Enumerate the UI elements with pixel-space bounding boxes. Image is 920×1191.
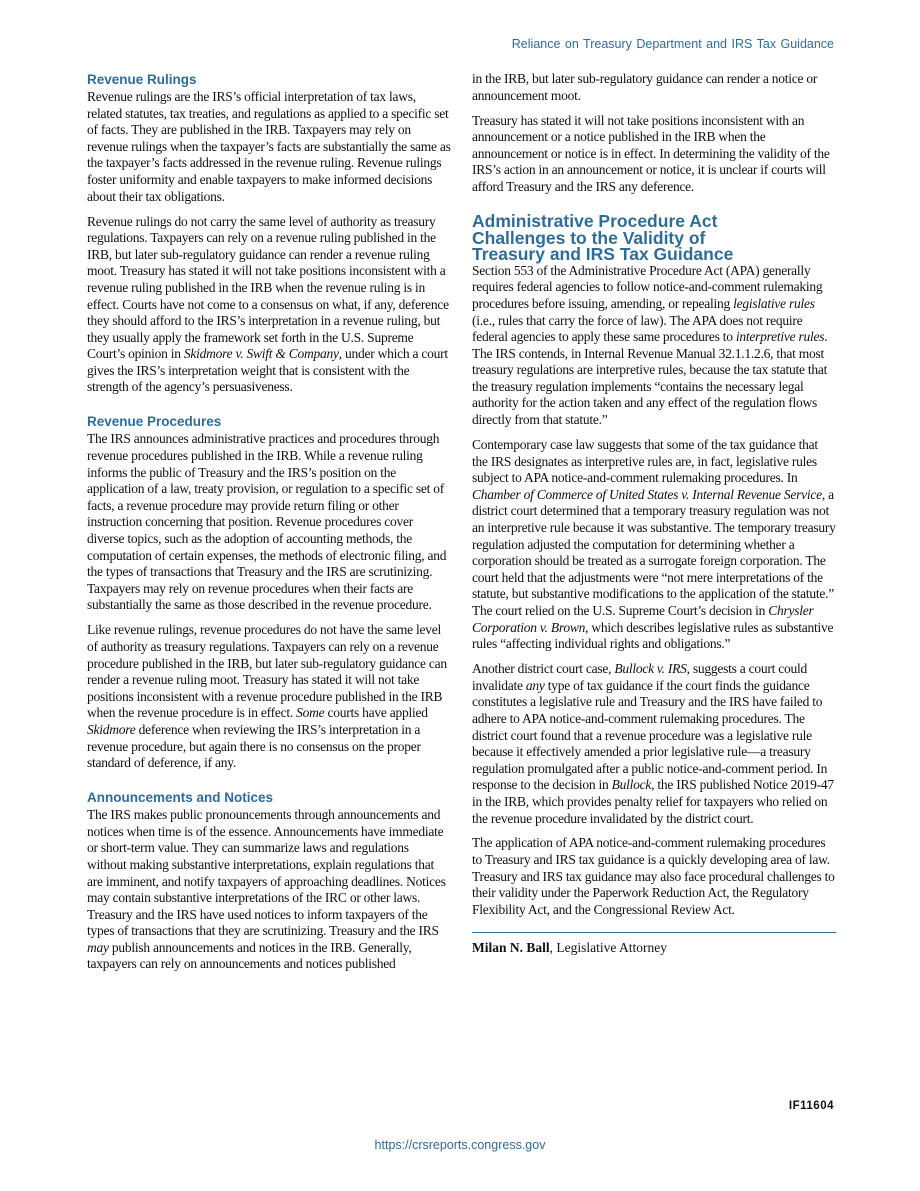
text-span: publish announcements and notices in the IRB. Generally, taxpayers can rely on announcements and notices published	[87, 939, 412, 972]
left-column	[87, 71, 451, 981]
paragraph-bullock-v-irs	[472, 661, 836, 827]
paragraph-notices-deference: Treasury has stated it will not take positions inconsistent with an announcement or a notice published in the IRB when the announcement or notice is in effect. In determining the validity of the IRS’s action in an announcement or notice, it is unclear if courts will afford Treasury and the IRS any deference.	[472, 112, 830, 194]
term-legislative-rules: legislative rules	[733, 295, 815, 311]
paragraph-apa-application: The application of APA notice-and-comment rulemaking procedures to Treasury and IRS tax guidance is a quickly developing area of law. Treasury and IRS tax guidance may also face procedural challenges to their validity under the Paperwork Reduction Act, the Regulatory Flexibility Act, and the Congressional Review Act.	[472, 835, 835, 917]
text-span: Contemporary case law suggests that some of the tax guidance that the IRS designates as interpretive rules are, in fact, legislative rules subject to APA notice-and-comment rulemaking procedures. In	[472, 437, 818, 486]
text-span: courts have applied	[324, 705, 428, 721]
heading-line: Treasury and IRS Tax Guidance	[472, 244, 734, 265]
emphasis-some: Some	[296, 705, 325, 721]
footer-url-text[interactable]: https://crsreports.congress.gov	[374, 1138, 546, 1152]
paragraph-revenue-rulings-definition: Revenue rulings are the IRS’s official interpretation of tax laws, related statutes, tax treaties, and regulations as applied to a specific set of facts. They are published in the IRB. Taxpayers may rely on revenue rulings when the taxpayer’s facts are substantially the same as the taxpayer’s facts addressed in the revenue ruling. Revenue rulings foster uniformity and enable taxpayers to make informed decisions about their tax obligations.	[87, 89, 451, 204]
paragraph-apa-section-553	[472, 263, 836, 429]
document-number: IF11604	[788, 1100, 834, 1112]
section-gap	[87, 780, 451, 789]
text-span: Another district court case,	[472, 661, 615, 677]
text-span: , suggests a court could invalidate	[472, 661, 808, 693]
section-heading-revenue-procedures: Revenue Procedures	[87, 414, 222, 430]
text-span: deference when reviewing the IRS’s interpretation in a revenue procedure, but again there is no consensus on the proper standard of deference, if any.	[87, 721, 421, 771]
case-name-chamber-of-commerce: Chamber of Commerce of United States v. Internal Revenue Service	[472, 486, 822, 502]
text-span: Like revenue rulings, revenue procedures do not have the same level of authority as treasury regulations. Taxpayers can rely on a revenue procedure published in the IRB, but later sub-regulatory guidance can render a revenue ruling moot. Treasury has stated it will not take positions inconsistent with a revenue procedure published in the IRB when the revenue procedure is in effect.	[87, 622, 447, 721]
case-name-skidmore-v-swift: Skidmore v. Swift & Company	[183, 346, 339, 362]
text-span: Section 553 of the Administrative Procedure Act (APA) generally requires federal agencies to follow notice-and-comment rulemaking procedures before issuing, amending, or repealing	[472, 262, 823, 311]
author-divider	[472, 932, 836, 933]
case-name-bullock: Bullock	[611, 777, 652, 793]
case-name-skidmore: Skidmore	[87, 721, 136, 737]
text-span: , the IRS published Notice 2019-47 in the IRB, which provides penalty relief for taxpayers who relied on the revenue procedure invalidated by the district court.	[472, 777, 834, 826]
running-header-title: Reliance on Treasury Department and IRS Tax Guidance	[511, 37, 834, 51]
paragraph-revenue-rulings-authority	[87, 214, 451, 397]
author-line	[472, 939, 836, 956]
author-name: Milan N. Ball	[472, 940, 550, 956]
paragraph-notices-continued: in the IRB, but later sub-regulatory guidance can render a notice or announcement moot.	[472, 71, 818, 103]
emphasis-any: any	[525, 677, 545, 693]
text-span: type of tax guidance if the court finds the guidance constitutes a legislative rule and Treasury and the IRS have failed to adhere to APA notice-and-comment rulemaking procedures. The district court found that a revenue procedure was a legislative rule because it effectively amended a prior legislative rule—a treasury regulation promulgated after a public notice-and-comment period. In response to the decision in	[472, 677, 828, 793]
paragraph-revenue-procedures-authority	[87, 622, 451, 771]
heading-line: Challenges to the Validity of	[472, 227, 706, 248]
author-title: , Legislative Attorney	[549, 940, 667, 956]
text-span: , which describes legislative rules as substantive rules “affecting individual rights and obligations.”	[472, 619, 834, 652]
section-heading-apa-challenges	[472, 210, 836, 265]
text-span: . The IRS contends, in Internal Revenue Manual 32.1.1.2.6, that most treasury regulations are interpretive rules, because the tax statute that the treasury regulation implements “contains the necessary legal authority for the action taken and any effect of the regulation flows directly from that statute.”	[472, 329, 828, 428]
text-span: (i.e., rules that carry the force of law). The APA does not require federal agencies to apply these same procedures to	[472, 312, 803, 345]
text-span: Revenue rulings do not carry the same level of authority as treasury regulations. Taxpayers can rely on a revenue ruling published in the IRB, but later sub-regulatory guidance can render a revenue ruling moot. Treasury has stated it will not take positions inconsistent with a revenue ruling published in the IRB when the revenue ruling is in effect. Courts have not come to a consensus on what, if any, deference they should afford to the IRS’s interpretation in a revenue ruling, but they usually apply the framework set forth in the U.S. Supreme Court’s opinion in	[87, 213, 449, 362]
heading-line: Administrative Procedure Act	[472, 210, 718, 231]
term-interpretive-rules: interpretive rules	[735, 329, 825, 345]
right-column	[472, 71, 836, 956]
paragraph-announcements-notices	[87, 807, 451, 973]
text-span: , under which a court gives the IRS’s interpretation weight that is consistent with the strength of the agency’s persuasiveness.	[87, 346, 448, 395]
paragraph-revenue-procedures-definition: The IRS announces administrative practices and procedures through revenue procedures published in the IRB. While a revenue ruling informs the public of Treasury and the IRS’s position on the application of a law, treaty provision, or regulation to a specific set of facts, a revenue procedure may provide return filing or other instruction concerning that position. Revenue procedures cover diverse topics, such as the adoption of accounting methods, the computation of certain expenses, the methods of electronic filing, and the types of transactions that Treasury and the IRS are scrutinizing. Taxpayers may rely on revenue procedures when their facts are substantially the same as those described in the revenue procedure.	[87, 431, 447, 613]
text-span: , a district court determined that a temporary treasury regulation was not an interpretive rule because it was substantive. The temporary treasury regulation adjusted the computation for determining whether a corporation should be treated as a surrogate foreign corporation. The court held that the adjustments were “not mere interpretations of the statute, but substantive modifications to the application of the statute.” The court relied on the U.S. Supreme Court’s decision in	[472, 486, 836, 618]
footer-url-link[interactable]	[0, 1138, 920, 1152]
section-heading-announcements-notices: Announcements and Notices	[87, 790, 274, 806]
section-heading-revenue-rulings: Revenue Rulings	[87, 72, 197, 87]
section-gap	[87, 404, 451, 413]
case-name-chrysler-v-brown: Chrysler Corporation v. Brown	[472, 602, 814, 635]
paragraph-contemporary-case-law	[472, 437, 836, 653]
emphasis-may: may	[87, 939, 109, 955]
text-span: The IRS makes public pronouncements through announcements and notices when time is of the essence. Announcements have immediate or short-term value. They can summarize laws and regulations without making substantive interpretations, explain regulations that are imminent, and notify taxpayers of approaching deadlines. Notices may contain substantive interpretations of the IRC or other laws. Treasury and the IRS have used notices to inform taxpayers of the types of transactions that they are scrutinizing. Treasury and the IRS	[87, 807, 446, 939]
case-name-bullock-v-irs: Bullock v. IRS	[614, 661, 687, 677]
